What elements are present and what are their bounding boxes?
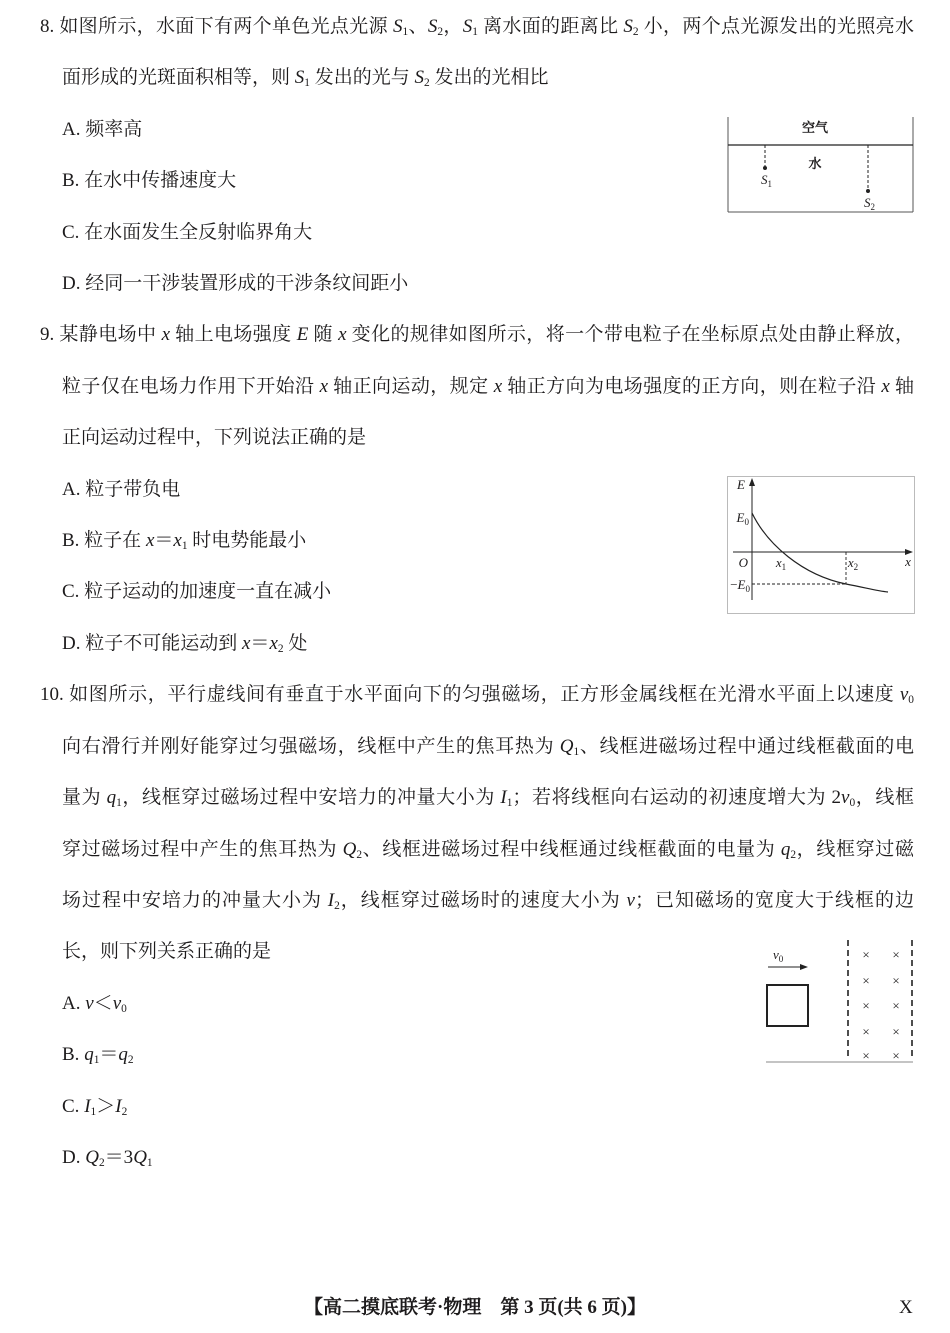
text-run: 长，则下列关系正确的是 [62,941,272,963]
math-symbol [343,839,362,860]
text-run: B. 在水中传播速度大 [62,170,237,192]
math-subscript: 1 [304,77,310,90]
math-symbol [428,16,443,37]
figure-field-graph [727,476,915,614]
math-symbol [494,376,502,397]
text-run: C. 粒子运动的加速度一直在减小 [62,581,332,603]
math-symbol [133,1147,152,1168]
math-symbol [328,890,340,911]
text-run: 随 [308,324,339,346]
text-run: ；已知磁场的宽度大于线框的边 [634,889,914,911]
e0-label [736,510,750,527]
x2-subscript: 2 [853,562,859,572]
e-axis-arrow [749,478,755,486]
math-subscript: 0 [908,694,914,707]
math-letter: S [623,16,633,37]
math-letter: q [84,1044,94,1066]
text-run: 轴正向运动，规定 [328,375,494,397]
neg-e0-sign: − [730,577,738,592]
text-run: ＝ [250,632,270,654]
math-subscript: 0 [121,1002,127,1015]
math-letter: S [294,67,305,89]
math-letter: q [106,787,117,809]
math-letter: x [269,632,278,654]
text-run: 轴上电场强度 [170,324,297,346]
math-subscript: 1 [146,1157,153,1170]
math-letter: S [414,67,424,89]
origin-label: O [738,555,748,570]
text-run: C. 在水面发生全反射临界角大 [62,221,313,243]
text-run: ，线框穿过磁场过程中安培力的冲量大小为 [121,787,501,809]
text-run: 穿过磁场过程中产生的焦耳热为 [62,838,343,860]
math-subscript: 1 [402,26,409,39]
text-run: 发出的光相比 [429,67,549,89]
math-subscript: 2 [121,1105,128,1118]
math-symbol [113,993,127,1014]
field-mark: × [862,973,870,988]
math-symbol [295,67,310,88]
question-stem-line [40,824,914,875]
math-symbol [84,1044,99,1065]
x1-label [775,555,786,572]
neg-e0-subscript: 0 [745,584,750,594]
math-letter: v [841,787,850,809]
math-symbol [781,839,796,860]
text-run: 变化的规律如图所示，将一个带电粒子在坐标原点处由静止释放， [346,324,914,346]
math-subscript: 2 [277,643,284,656]
text-run: B. 粒子在 [62,530,146,552]
text-run: ，线框穿过磁场时的速度大小为 [339,889,627,911]
text-run: 离水面的距离比 [477,16,624,37]
e0-subscript: 0 [744,517,749,527]
math-letter: x [319,375,329,397]
question-stem-line [40,875,914,926]
math-subscript: 2 [632,26,639,39]
text-run: A. 粒子带负电 [62,478,181,500]
math-letter: x [173,530,182,552]
math-subscript: 1 [573,745,580,758]
question-stem-line [40,772,914,823]
math-subscript: 1 [472,26,478,39]
math-letter: x [881,375,890,397]
math-symbol [560,736,579,757]
math-subscript: 2 [98,1157,105,1170]
source-1-subscript: 1 [767,179,772,189]
math-subscript: 2 [127,1054,134,1067]
source-2-point [866,189,870,193]
text-run: ，线框 [855,787,914,809]
math-subscript: 2 [423,77,430,90]
math-letter: Q [133,1146,147,1168]
text-run: 9. 某静电场中 [40,324,162,346]
text-run: ＝ [154,530,174,552]
e0-letter: E [736,510,745,525]
source-1-label [761,172,772,189]
text-run: 、线框进磁场过程中线框通过线框截面的电量为 [362,838,781,860]
math-symbol [338,324,346,345]
text-run: B. [62,1044,85,1066]
text-run: 粒子仅在电场力作用下开始沿 [62,375,320,397]
math-subscript: 0 [849,797,856,810]
question-stem-line [40,361,914,412]
question-stem-line [40,721,914,772]
text-run: 轴正方向为电场强度的正方向，则在粒子沿 [502,375,882,397]
math-subscript: 1 [181,540,188,553]
math-letter: S [462,16,473,37]
math-symbol [85,993,93,1014]
air-label: 空气 [801,120,829,135]
math-symbol [84,1096,96,1117]
math-letter: x [493,375,503,397]
math-symbol [900,684,914,705]
option-d [40,618,914,669]
figure-magnetic-field [763,936,915,1064]
math-subscript: 1 [90,1105,97,1118]
math-symbol [269,633,283,654]
math-symbol [162,324,170,345]
figure-light-sources [727,115,915,215]
math-letter: I [500,787,507,809]
text-run: 时电势能最小 [187,530,307,552]
velocity-subscript: 0 [778,954,784,964]
field-mark: × [892,1048,900,1063]
source-1-letter: S [761,172,768,187]
question-stem-line [40,412,914,463]
x2-letter: x [847,555,854,570]
text-run: ，线框穿过磁 [796,838,914,860]
source-1-point [763,166,767,170]
text-run: 10. 如图所示，平行虚线间有垂直于水平面向下的匀强磁场，正方形金属线框在光滑水平面上以速度 [40,684,900,706]
text-run: ＝3 [104,1146,134,1168]
text-run: D. 经同一干涉装置形成的干涉条纹间距小 [62,273,409,295]
math-symbol [414,67,429,88]
text-run: 小，两个点光源发出的光照亮水 [638,16,914,37]
page-footer: 【高二摸底联考·物理 第 3 页(共 6 页)】 [304,1297,646,1318]
text-run: 面形成的光斑面积相等，则 [62,67,295,89]
text-run: 处 [283,632,308,654]
math-letter: I [327,889,335,911]
field-mark: × [892,998,900,1013]
text-run: 轴 [889,375,914,397]
field-mark: × [892,947,900,962]
text-run: D. 粒子不可能运动到 [62,632,242,654]
question-stem-first-line [40,669,914,720]
text-run: 、 [408,16,428,37]
x2-label [847,555,858,572]
math-symbol [297,324,309,345]
math-letter: x [241,632,251,654]
option-c [40,1081,914,1132]
math-letter: S [427,16,438,37]
field-mark: × [862,1048,870,1063]
text-run: C. [62,1095,85,1117]
math-symbol [115,1096,127,1117]
x1-subscript: 1 [781,562,787,572]
corner-mark: X [899,1297,913,1318]
text-run: ；若将线框向右运动的初速度增大为 2 [512,787,842,809]
option-d [40,1132,914,1183]
x-axis-label: x [905,554,911,569]
math-letter: Q [85,1146,99,1168]
text-run: A. 频率高 [62,118,143,140]
question-stem-first-line [40,309,914,360]
source-2-letter: S [864,195,871,210]
math-letter: q [780,838,791,860]
math-letter: q [118,1044,128,1066]
math-letter: v [112,992,122,1014]
math-letter: Q [342,838,357,860]
math-symbol [107,787,122,808]
water-label: 水 [808,156,822,171]
math-letter: x [338,324,347,346]
text-run: ＞ [96,1095,116,1117]
math-subscript: 2 [437,26,444,39]
math-symbol [500,787,512,808]
x1-letter: x [775,555,782,570]
math-symbol [881,376,889,397]
math-symbol [118,1044,133,1065]
text-run: 8. 如图所示，水面下有两个单色光点光源 [40,16,393,37]
field-mark: × [862,1024,870,1039]
math-subscript: 1 [93,1054,100,1067]
math-symbol [623,16,638,37]
text-run: 发出的光与 [309,67,415,89]
math-subscript: 2 [356,848,363,861]
source-2-label [864,195,875,212]
math-symbol [173,530,187,551]
source-2-subscript: 2 [870,202,875,212]
field-mark: × [892,1024,900,1039]
math-symbol [841,787,855,808]
text-run: ＝ [99,1044,119,1066]
math-letter: v [626,889,635,911]
figure-frame [728,477,915,614]
math-letter: x [161,324,171,346]
text-run: 量为 [62,787,107,809]
question-stem-line [40,52,914,103]
math-letter: S [393,16,403,37]
text-run: ＜ [93,992,113,1014]
text-run: 向右滑行并刚好能穿过匀强磁场，线框中产生的焦耳热为 [62,735,560,757]
math-symbol [463,16,478,37]
square-wire-frame [767,985,808,1026]
math-letter: x [145,530,155,552]
text-run: D. [62,1146,86,1168]
math-symbol [627,890,635,911]
velocity-letter: v [773,947,779,962]
field-mark: × [862,998,870,1013]
math-letter: v [85,992,94,1014]
velocity-label [773,947,784,964]
field-mark: × [862,947,870,962]
question-10 [40,669,914,1183]
math-subscript: 2 [790,848,797,861]
math-letter: Q [559,735,574,757]
math-letter: v [899,684,909,706]
text-run: 、线框进磁场过程中通过线框截面的电 [579,735,914,757]
math-letter: E [296,324,309,346]
e-axis-label: E [737,477,745,492]
question-stem-first-line [40,1,914,52]
option-d [40,258,914,309]
math-letter: I [84,1095,91,1117]
text-run: 场过程中安培力的冲量大小为 [62,889,328,911]
neg-e0-label [730,577,750,594]
math-symbol [393,16,408,37]
neg-e0-letter: E [737,577,746,592]
velocity-arrow-head [800,964,808,970]
text-run: ， [443,16,463,37]
text-run: A. [62,992,86,1014]
field-mark: × [892,973,900,988]
math-subscript: 1 [506,797,513,810]
math-symbol [320,376,328,397]
text-run: 正向运动过程中，下列说法正确的是 [62,427,367,449]
math-subscript: 2 [334,900,340,913]
math-subscript: 1 [116,797,122,810]
math-letter: I [115,1095,122,1117]
math-symbol [85,1147,104,1168]
